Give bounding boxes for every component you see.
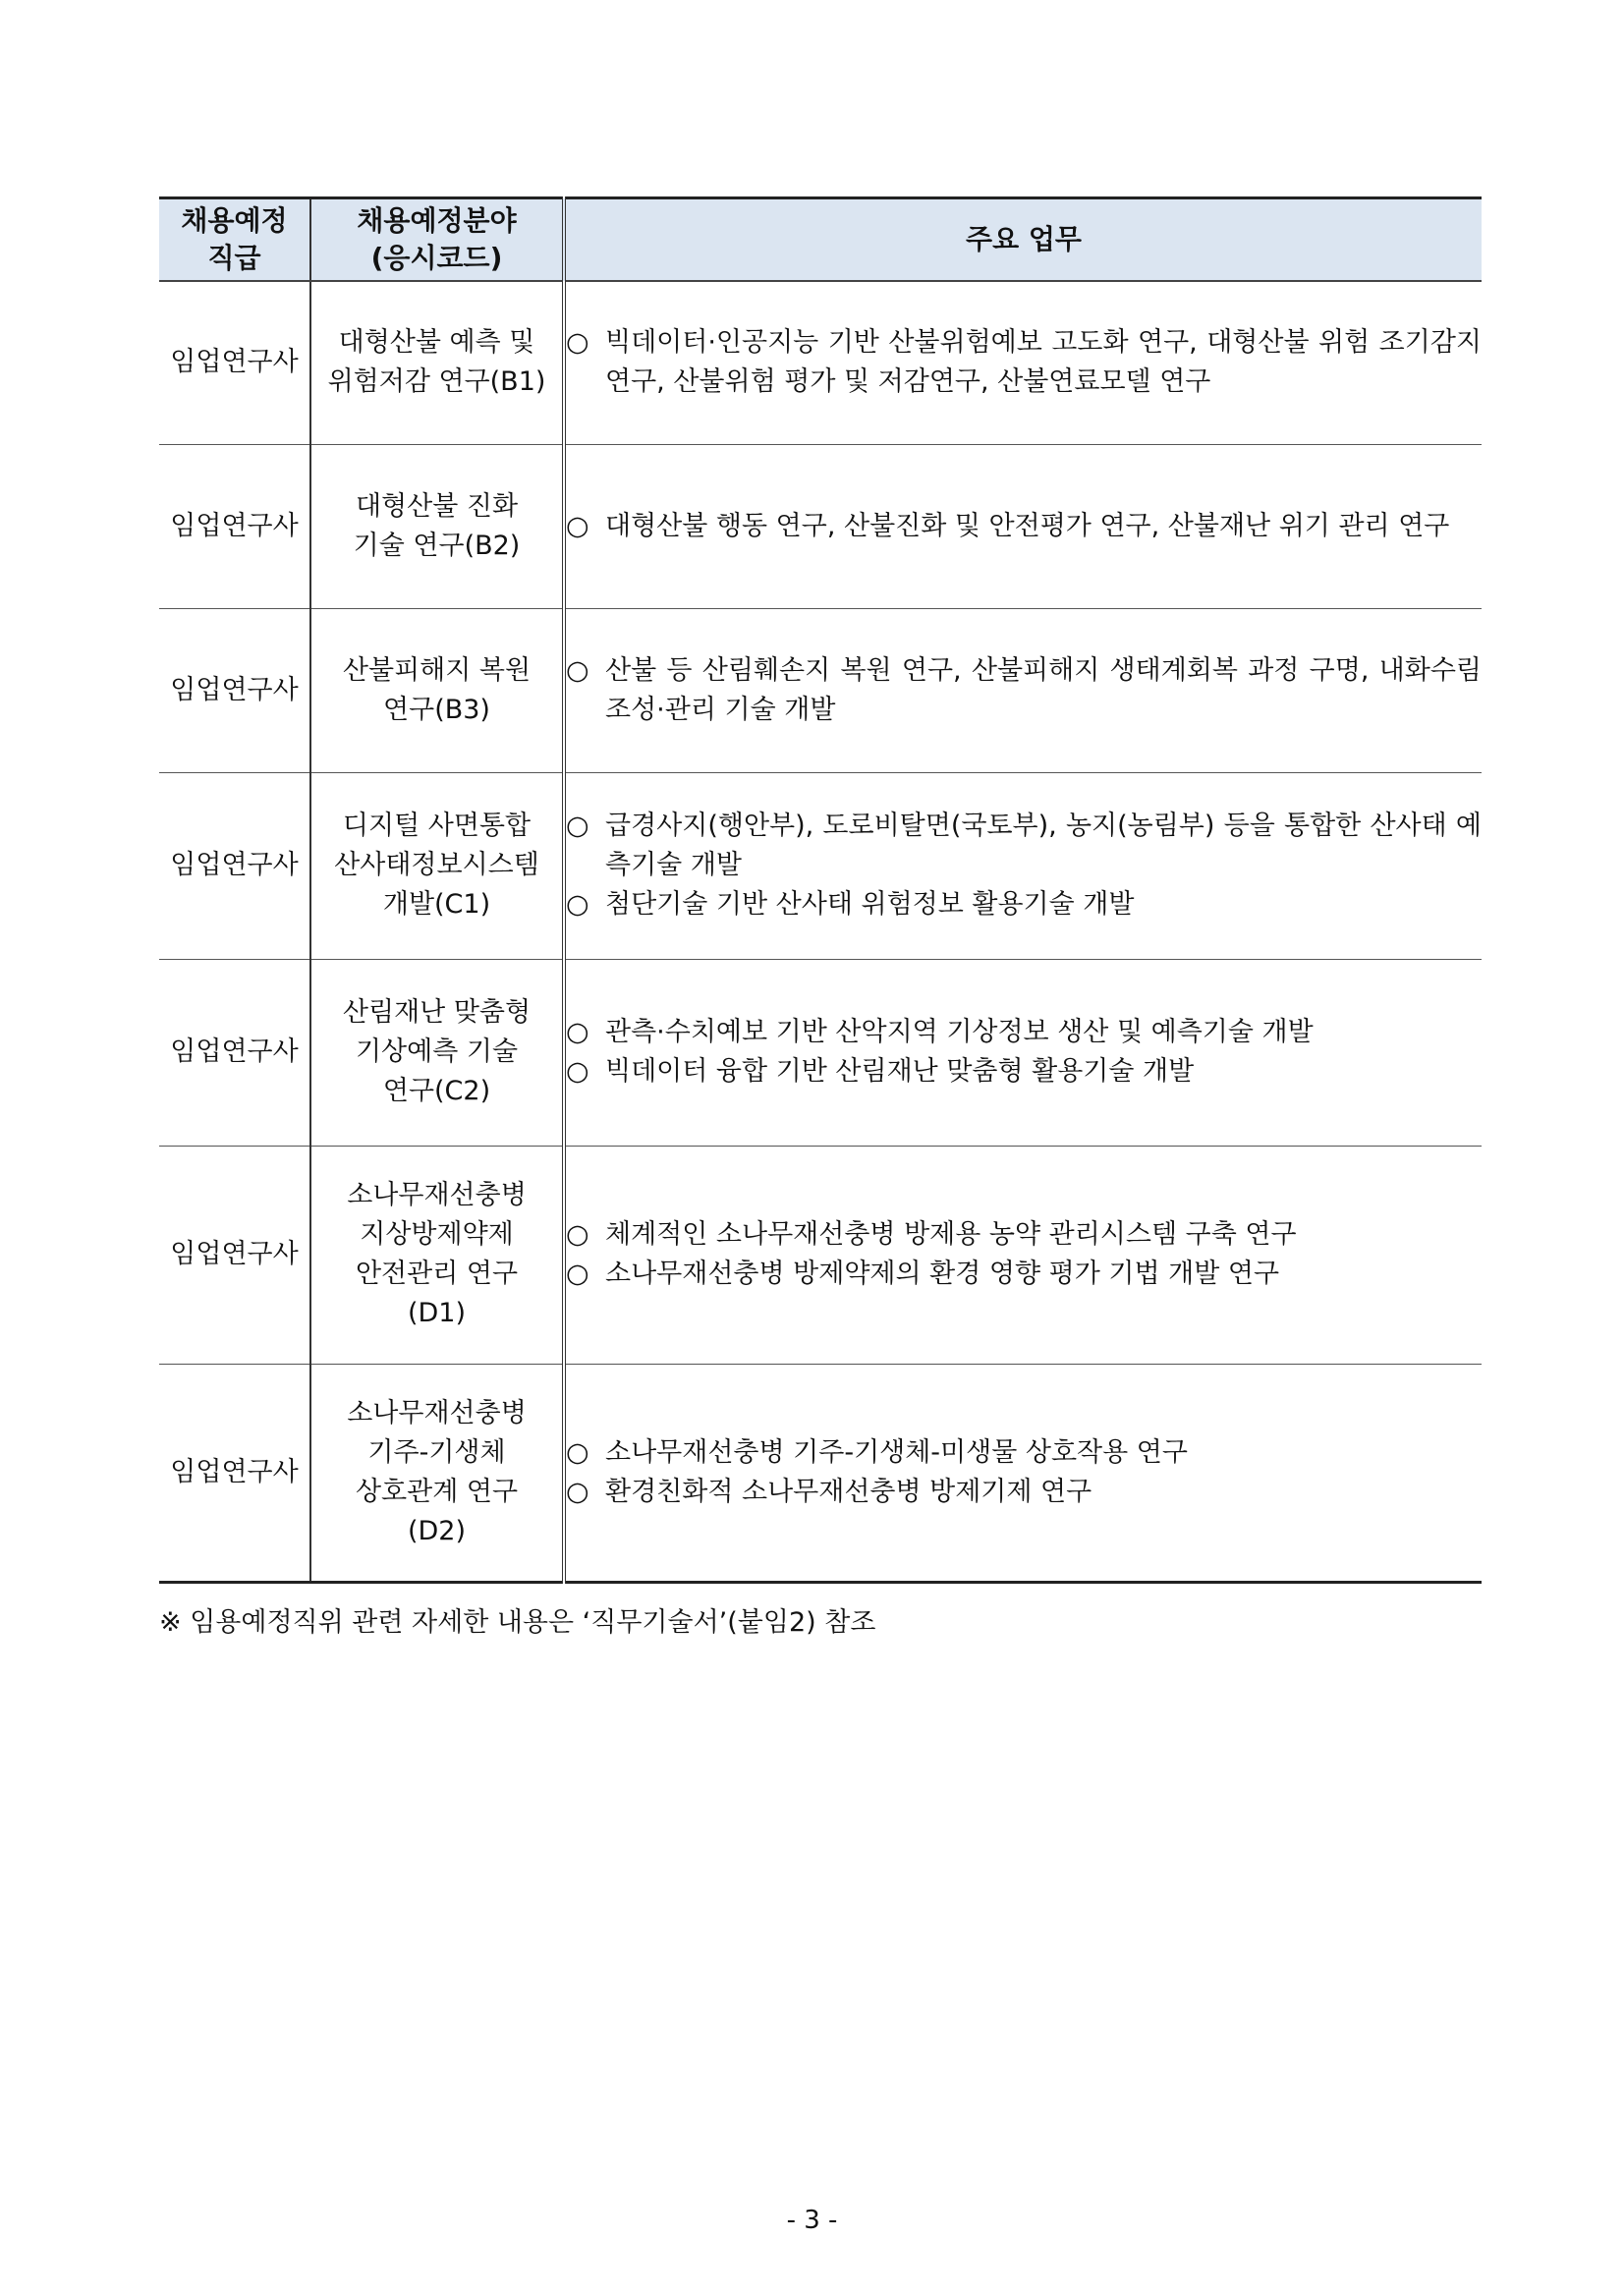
position-cell: 임업연구사 bbox=[159, 444, 310, 608]
field-line: 안전관리 연구 bbox=[355, 1259, 519, 1289]
duty-item bbox=[566, 1013, 1482, 1052]
duties-cell bbox=[564, 1146, 1482, 1364]
bullet-circle-icon: ○ bbox=[566, 1219, 589, 1250]
duty-item bbox=[566, 885, 1482, 924]
header-position-line: 채용예정 bbox=[181, 204, 288, 237]
duty-item bbox=[566, 1052, 1482, 1092]
duties-cell bbox=[564, 959, 1482, 1146]
table-header-row bbox=[159, 198, 1482, 282]
bullet-circle-icon: ○ bbox=[566, 654, 589, 686]
table-row bbox=[159, 1364, 1482, 1582]
position-cell: 임업연구사 bbox=[159, 1364, 310, 1582]
table-row bbox=[159, 772, 1482, 959]
field-line: 기주-기생체 bbox=[367, 1436, 506, 1468]
field-line: 위험저감 연구(B1) bbox=[327, 366, 546, 398]
duty-item bbox=[566, 1473, 1482, 1512]
header-duties: 주요 업무 bbox=[564, 198, 1482, 282]
field-line: 산림재난 맞춤형 bbox=[342, 997, 532, 1028]
field-line: 지상방제약제 bbox=[360, 1219, 514, 1250]
duty-item bbox=[566, 1433, 1482, 1473]
footnote: ※ 임용예정직위 관련 자세한 내용은 ‘직무기술서’(붙임2) 참조 bbox=[159, 1607, 876, 1638]
bullet-circle-icon: ○ bbox=[566, 889, 589, 920]
position-cell: 임업연구사 bbox=[159, 281, 310, 444]
bullet-circle-icon: ○ bbox=[566, 1017, 589, 1047]
duty-item bbox=[566, 1215, 1482, 1255]
field-line: 소나무재선충병 bbox=[347, 1180, 527, 1210]
duty-text: 소나무재선충병 기주-기생체-미생물 상호작용 연구 bbox=[605, 1436, 1188, 1468]
duties-cell bbox=[564, 281, 1482, 444]
duties-cell bbox=[564, 1364, 1482, 1582]
duty-text: 체계적인 소나무재선충병 방제용 농약 관리시스템 구축 연구 bbox=[605, 1219, 1297, 1250]
duty-text: 빅데이터 융합 기반 산림재난 맞춤형 활용기술 개발 bbox=[605, 1056, 1195, 1087]
duty-text: 급경사지(행안부), 도로비탈면(국토부), 농지(농림부) 등을 통합한 산사태 예측기술 개발 bbox=[605, 811, 1482, 880]
bullet-circle-icon: ○ bbox=[566, 811, 589, 841]
header-field-line: (응시코드) bbox=[370, 242, 503, 274]
header-position bbox=[159, 198, 310, 282]
field-cell bbox=[310, 772, 564, 959]
field-cell bbox=[310, 281, 564, 444]
field-line: 산사태정보시스템 bbox=[334, 850, 539, 880]
bullet-circle-icon: ○ bbox=[566, 1436, 589, 1468]
bullet-circle-icon: ○ bbox=[566, 510, 589, 541]
page-number: - 3 - bbox=[786, 2206, 838, 2235]
field-line: 기술 연구(B2) bbox=[353, 530, 521, 561]
duties-cell bbox=[564, 444, 1482, 608]
field-line: 산불피해지 복원 bbox=[342, 654, 532, 686]
field-cell bbox=[310, 1146, 564, 1364]
duty-text: 관측·수치예보 기반 산악지역 기상정보 생산 및 예측기술 개발 bbox=[605, 1017, 1314, 1047]
field-line: 연구(B3) bbox=[383, 694, 490, 725]
duty-item bbox=[566, 507, 1482, 546]
field-line: 연구(C2) bbox=[382, 1076, 491, 1106]
duty-text: 빅데이터·인공지능 기반 산불위험예보 고도화 연구, 대형산불 위험 조기감지 연구, 산불위험 평가 및 저감연구, 산불연료모델 연구 bbox=[605, 327, 1482, 398]
duty-text: 산불 등 산림훼손지 복원 연구, 산불피해지 생태계회복 과정 구명, 내화수림 조성·관리 기술 개발 bbox=[605, 654, 1482, 725]
duty-item bbox=[566, 807, 1482, 885]
duty-item bbox=[566, 1255, 1482, 1294]
bullet-circle-icon: ○ bbox=[566, 1056, 589, 1087]
position-cell: 임업연구사 bbox=[159, 959, 310, 1146]
field-line: (D1) bbox=[407, 1298, 467, 1328]
position-cell: 임업연구사 bbox=[159, 772, 310, 959]
field-line: 개발(C1) bbox=[382, 889, 491, 920]
bullet-circle-icon: ○ bbox=[566, 1259, 589, 1289]
table-row bbox=[159, 608, 1482, 772]
duty-item bbox=[566, 651, 1482, 730]
recruitment-table bbox=[159, 196, 1482, 1584]
header-position-line: 직급 bbox=[207, 242, 261, 274]
bullet-circle-icon: ○ bbox=[566, 1476, 589, 1507]
table-row bbox=[159, 444, 1482, 608]
header-field-line: 채용예정분야 bbox=[357, 204, 517, 237]
table-row bbox=[159, 281, 1482, 444]
table-row bbox=[159, 1146, 1482, 1364]
duty-item bbox=[566, 323, 1482, 402]
duty-text: 대형산불 행동 연구, 산불진화 및 안전평가 연구, 산불재난 위기 관리 연구 bbox=[605, 510, 1450, 541]
duty-text: 소나무재선충병 방제약제의 환경 영향 평가 기법 개발 연구 bbox=[605, 1259, 1280, 1289]
field-line: 상호관계 연구 bbox=[355, 1476, 519, 1507]
duties-cell bbox=[564, 608, 1482, 772]
table-row bbox=[159, 959, 1482, 1146]
duties-cell bbox=[564, 772, 1482, 959]
field-line: 디지털 사면통합 bbox=[342, 811, 532, 841]
field-line: 대형산불 예측 및 bbox=[338, 327, 535, 359]
position-cell: 임업연구사 bbox=[159, 1146, 310, 1364]
field-cell bbox=[310, 608, 564, 772]
duty-text: 첨단기술 기반 산사태 위험정보 활용기술 개발 bbox=[605, 889, 1135, 920]
field-cell bbox=[310, 959, 564, 1146]
field-line: (D2) bbox=[407, 1515, 467, 1546]
field-line: 소나무재선충병 bbox=[347, 1397, 527, 1428]
field-cell bbox=[310, 1364, 564, 1582]
header-field bbox=[310, 198, 564, 282]
position-cell: 임업연구사 bbox=[159, 608, 310, 772]
field-cell bbox=[310, 444, 564, 608]
duty-text: 환경친화적 소나무재선충병 방제기제 연구 bbox=[605, 1476, 1092, 1507]
field-line: 대형산불 진화 bbox=[355, 490, 519, 522]
field-line: 기상예측 기술 bbox=[355, 1036, 519, 1067]
bullet-circle-icon: ○ bbox=[566, 327, 589, 359]
